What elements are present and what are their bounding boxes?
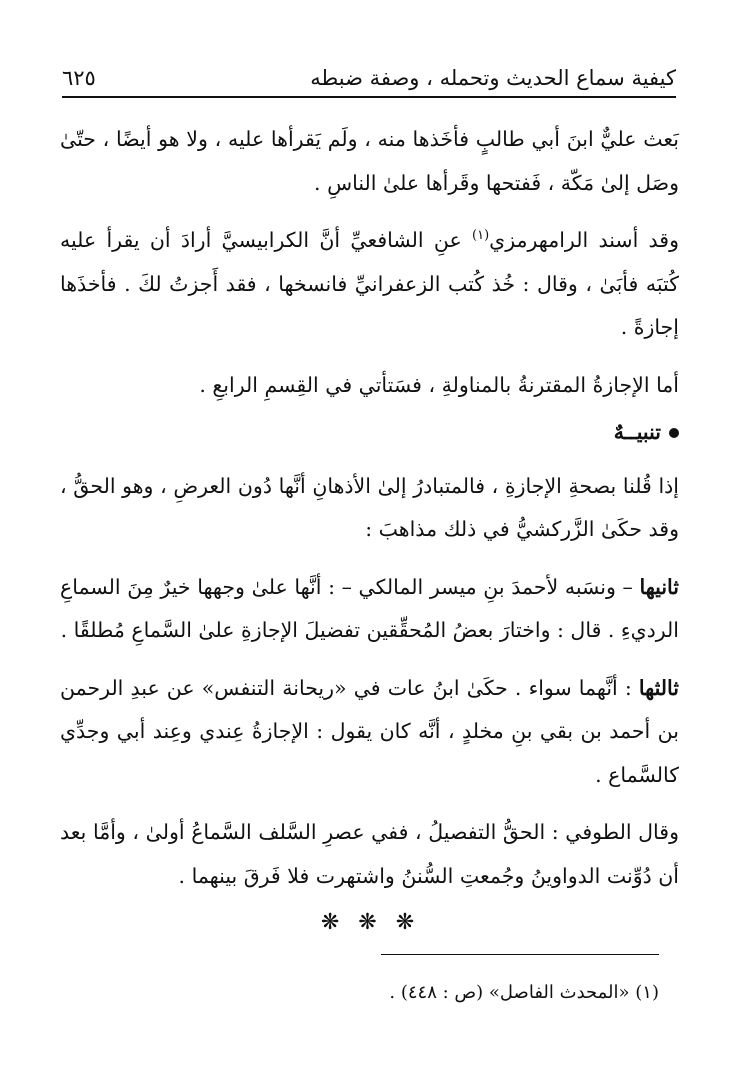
third-view-text: : أنَّهما سواء . حكَىٰ ابنُ عات في «ريحانة التنفس» عن عبدِ الرحمن بن أحمد بن بقي بنِ مخلدٍ ، أنَّه كان يقول : الإجازةُ عِندي وعِند أبي وجدِّي كالسَّماع . [60, 675, 679, 787]
page-number: ٦٢٥ [62, 66, 96, 90]
paragraph-tufi: وقال الطوفي : الحقُّ التفصيلُ ، ففي عصرِ السَّلف السَّماعُ أولىٰ ، وأمَّا بعد أن دُوِّنت الدواوينُ وجُمعتِ السُّننُ واشتهرت فلا فَرقَ بينهما . [60, 820, 679, 888]
paragraph-ali: بَعث عليٌّ ابنَ أبي طالبٍ فأخَذها منه ، ولَم يَقرأها عليه ، ولا هو أيضًا ، حتّىٰ وصَل إلىٰ مَكّة ، فَفتحها وقَرأها علىٰ الناسِ . [60, 127, 679, 195]
second-view-label: ثانيها [639, 574, 679, 599]
notice-heading [60, 411, 679, 455]
running-title: كيفية سماع الحديث وتحمله ، وصفة ضبطه [310, 66, 676, 90]
third-view-label: ثالثها [638, 675, 679, 700]
ramahurmuzi-text-end: عنِ الشافعيِّ أنَّ الكرابيسيَّ أرادَ أن يقرأ عليه كُتبَه فأبَىٰ ، وقال : خُذ كُتب الزعفرانيِّ فانسخها ، فقد أَجزتُ لكَ . فأخذَها إجازةً . [60, 228, 679, 339]
second-view-text: – ونسَبه لأحمدَ بنِ ميسر المالكي – : أنَّها علىٰ وجهها خيرٌ مِنَ السماعِ الرديءِ . قال : واختارَ بعضُ المُحقِّقين تفضيلَ الإجازةِ علىٰ السَّماعِ مُطلقًا . [60, 574, 679, 642]
page-body [60, 118, 679, 912]
paragraph-ramahurmuzi [60, 219, 679, 350]
page-header [62, 56, 676, 98]
paragraph-second-view [60, 566, 679, 653]
paragraph-notice: إذا قُلنا بصحةِ الإجازةِ ، فالمتبادرُ إلىٰ الأذهانِ أنَّها دُون العرضِ ، وهو الحقُّ ، وقد حكَىٰ الزَّركشيُّ في ذلك مذاهبَ : [60, 473, 679, 541]
section-ornament: ❋ ❋ ❋ [320, 910, 421, 935]
notice-heading-text: تنبيــهٌ [613, 420, 661, 444]
paragraph-munawala: أما الإجازةُ المقترنةُ بالمناولةِ ، فسَتأتي في القِسمِ الرابعِ . [199, 372, 679, 397]
paragraph-third-view [60, 667, 679, 798]
ramahurmuzi-text-start: وقد أسند الرامهرمزي [489, 228, 680, 252]
footnote: (١) «المحدث الفاصل» (ص : ٤٤٨) . [389, 982, 659, 1003]
footnote-divider [381, 954, 659, 955]
footnote-reference[interactable]: (١) [472, 228, 490, 244]
bullet-icon [669, 428, 679, 438]
